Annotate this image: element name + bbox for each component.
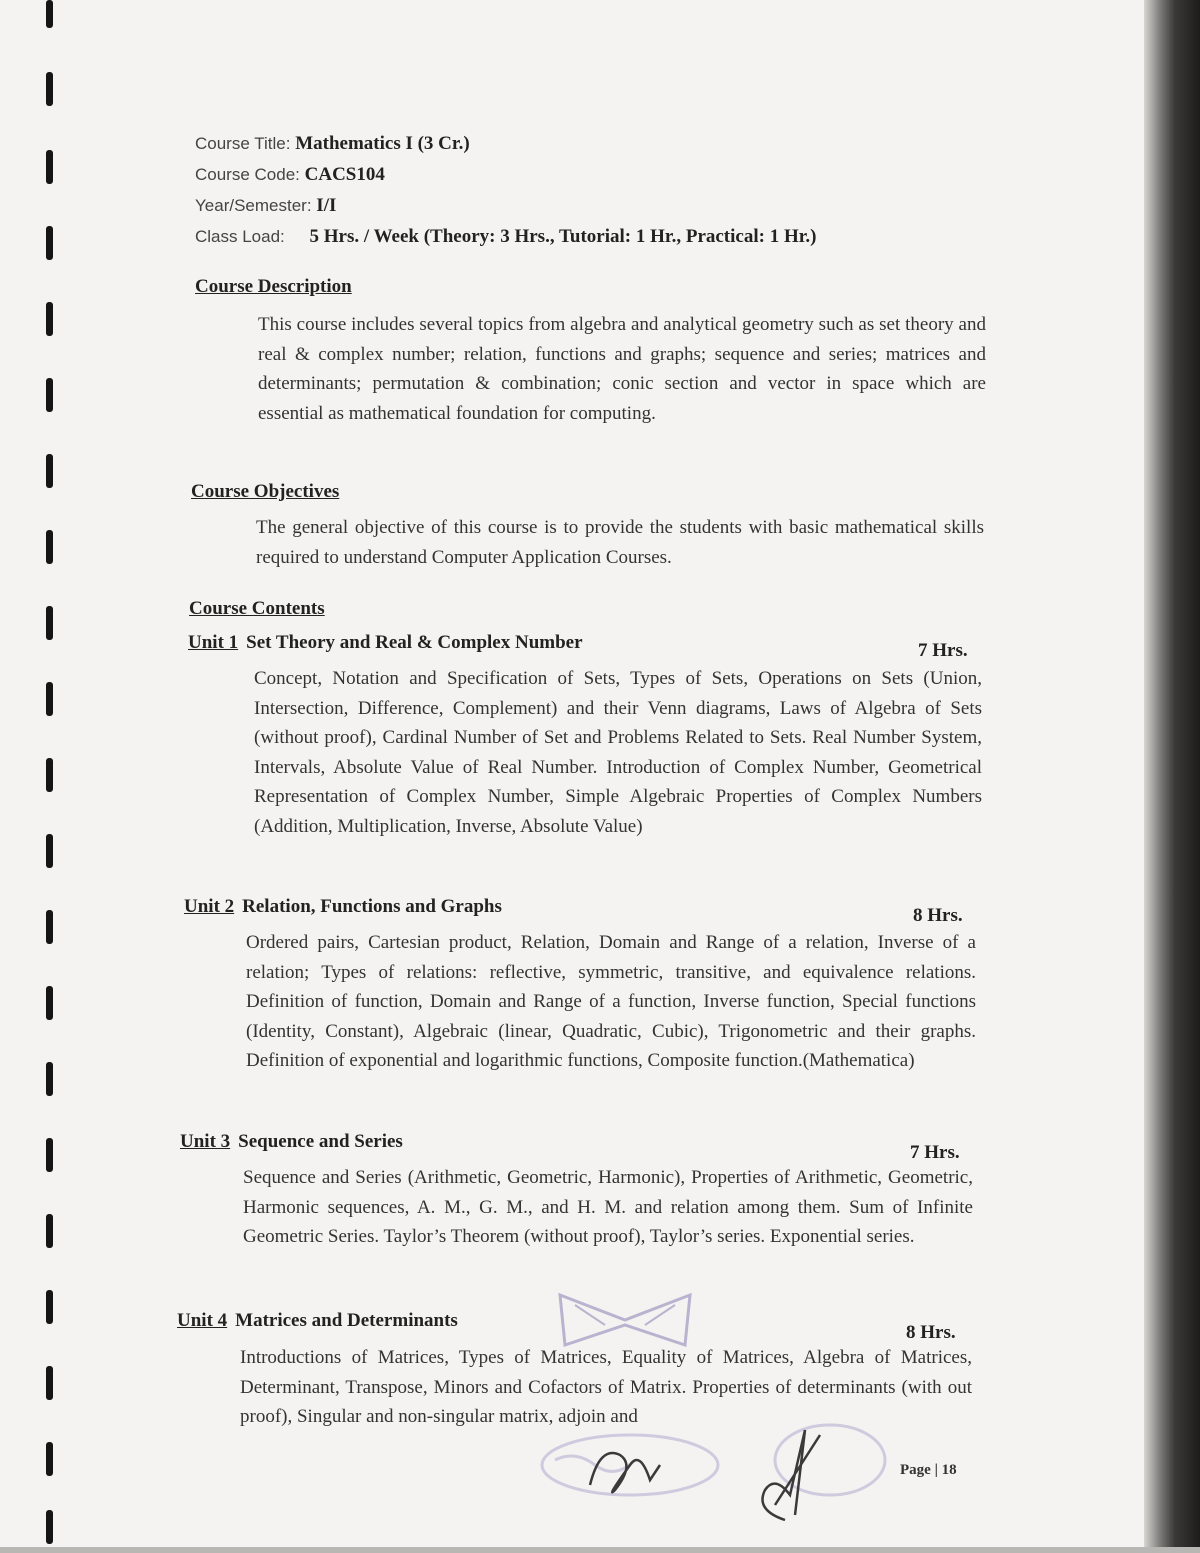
course-title-label: Course Title: xyxy=(195,134,291,153)
binding-hole xyxy=(46,530,53,564)
binding-hole xyxy=(46,226,53,260)
unit-2-text: Ordered pairs, Cartesian product, Relation, Domain and Range of a relation, Inverse of a relation; Types of relations: reflective, symmetric, transitive, and equivalence relations. Definition of function, Domain and Range of a function, Inverse function, Special functions (Identity, Constant), Algebraic (linear, Quadratic, Cubic), Trigonometric and their graphs. Definition of exponential and logarithmic functions, Composite function.(Mathematica) xyxy=(246,932,976,1071)
unit-4-number: Unit 4 xyxy=(177,1310,228,1331)
binding-hole xyxy=(46,986,53,1020)
unit-2-number: Unit 2 xyxy=(184,896,235,917)
binding-hole xyxy=(46,1214,53,1248)
unit-4-hours: 8 Hrs. xyxy=(906,1322,956,1343)
unit-4-text: Introductions of Matrices, Types of Matrices, Equality of Matrices, Algebra of Matrices, Determinant, Transpose, Minors and Cofactors of Matrix. Properties of determinants (with out proof), Singular and non-singular matrix, adjoin and xyxy=(240,1347,972,1427)
signature-2 xyxy=(745,1420,835,1530)
course-description-heading: Course Description xyxy=(195,276,352,297)
course-objectives-text: The general objective of this course is to provide the students with basic mathematical skills required to understand Computer Application Courses. xyxy=(256,517,984,568)
unit-3-title: Sequence and Series xyxy=(238,1131,403,1152)
year-semester-line xyxy=(195,190,817,221)
unit-3-heading xyxy=(180,1131,403,1153)
unit-2-title: Relation, Functions and Graphs xyxy=(242,896,502,917)
unit-4-heading xyxy=(177,1310,458,1332)
binding-hole xyxy=(46,682,53,716)
binding-hole xyxy=(46,910,53,944)
signature-1 xyxy=(580,1425,670,1505)
institution-stamp xyxy=(555,1285,695,1355)
course-objectives-heading: Course Objectives xyxy=(191,481,340,502)
course-code-value: CACS104 xyxy=(304,164,385,185)
course-code-line xyxy=(195,159,817,190)
class-load-line xyxy=(195,221,817,252)
binding-hole xyxy=(46,1138,53,1172)
course-title-value: Mathematics I (3 Cr.) xyxy=(295,133,470,154)
unit-4-title: Matrices and Determinants xyxy=(235,1310,458,1331)
unit-3-number: Unit 3 xyxy=(180,1131,231,1152)
course-header xyxy=(195,128,817,252)
binding-hole xyxy=(46,1290,53,1324)
unit-2-hours: 8 Hrs. xyxy=(913,905,963,926)
class-load-value: 5 Hrs. / Week (Theory: 3 Hrs., Tutorial: 1 Hr., Practical: 1 Hr.) xyxy=(309,226,817,247)
binding-hole xyxy=(46,1366,53,1400)
unit-1-number: Unit 1 xyxy=(188,632,239,653)
scan-edge-shadow xyxy=(1144,0,1200,1553)
scan-bottom-edge xyxy=(0,1547,1200,1553)
unit-1-hours: 7 Hrs. xyxy=(918,640,968,661)
binding-holes xyxy=(46,0,56,1553)
unit-3-hours: 7 Hrs. xyxy=(910,1142,960,1163)
unit-3-text: Sequence and Series (Arithmetic, Geometric, Harmonic), Properties of Arithmetic, Geometric, Harmonic sequences, A. M., G. M., and H. M. and relation among them. Sum of Infinite Geometric Series. Taylor’s Theorem (without proof), Taylor’s series. Exponential series. xyxy=(243,1167,973,1247)
binding-hole xyxy=(46,150,53,184)
binding-hole xyxy=(46,454,53,488)
course-contents-heading: Course Contents xyxy=(189,598,325,619)
unit-1-text: Concept, Notation and Specification of Sets, Types of Sets, Operations on Sets (Union, Intersection, Difference, Complement) and their Venn diagrams, Laws of Algebra of Sets (without proof), Cardinal Number of Set and Problems Related to Sets. Real Number System, Intervals, Absolute Value of Real Number. Introduction of Complex Number, Geometrical Representation of Complex Number, Simple Algebraic Properties of Complex Numbers (Addition, Multiplication, Inverse, Absolute Value) xyxy=(254,668,982,837)
course-title-line xyxy=(195,128,817,159)
page-number: Page | 18 xyxy=(900,1462,957,1478)
binding-hole xyxy=(46,1442,53,1476)
binding-hole xyxy=(46,302,53,336)
course-code-label: Course Code: xyxy=(195,165,300,184)
binding-hole xyxy=(46,606,53,640)
binding-hole xyxy=(46,1062,53,1096)
binding-hole xyxy=(46,758,53,792)
year-semester-label: Year/Semester: xyxy=(195,196,312,215)
class-load-label: Class Load: xyxy=(195,227,285,246)
binding-hole xyxy=(46,72,53,106)
binding-hole xyxy=(46,1510,53,1544)
unit-2-heading xyxy=(184,896,502,918)
course-description-text: This course includes several topics from algebra and analytical geometry such as set theory and real & complex number; relation, functions and graphs; sequence and series; matrices and determinants; permutation & combination; conic section and vector in space which are essential as mathematical foundation for computing. xyxy=(258,314,986,424)
binding-hole xyxy=(46,834,53,868)
unit-1-title: Set Theory and Real & Complex Number xyxy=(246,632,583,653)
binding-hole xyxy=(46,0,53,28)
unit-1-heading xyxy=(188,632,583,654)
year-semester-value: I/I xyxy=(316,195,337,216)
binding-hole xyxy=(46,378,53,412)
